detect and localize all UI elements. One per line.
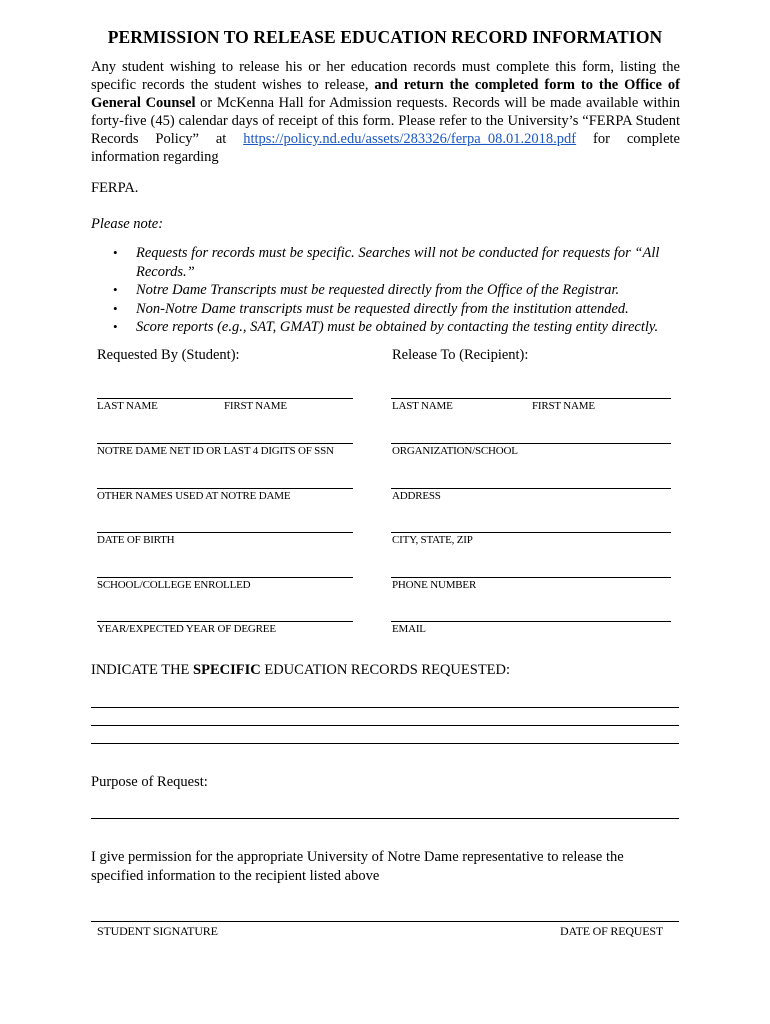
notes-list	[91, 244, 691, 337]
address-field[interactable]	[391, 488, 671, 489]
purpose-label: Purpose of Request:	[91, 774, 208, 790]
other-names-label: OTHER NAMES USED AT NOTRE DAME	[97, 490, 291, 502]
note-item: • Score reports (e.g., SAT, GMAT) must be obtained by contacting the testing entity directly.	[91, 318, 691, 337]
records-line-1[interactable]	[91, 707, 679, 708]
recipient-heading: Release To (Recipient):	[392, 347, 529, 363]
recipient-first-name-label: FIRST NAME	[532, 400, 595, 412]
records-line-3[interactable]	[91, 743, 679, 744]
student-heading: Requested By (Student):	[97, 347, 240, 363]
signature-label: STUDENT SIGNATURE	[97, 924, 218, 938]
degree-year-label: YEAR/EXPECTED YEAR OF DEGREE	[97, 623, 276, 635]
degree-year-field[interactable]	[97, 621, 353, 622]
phone-field[interactable]	[391, 577, 671, 578]
date-of-birth-label: DATE OF BIRTH	[97, 534, 175, 546]
consent-statement: I give permission for the appropriate University of Notre Dame representative to release the specified information to the recipient listed above	[91, 849, 624, 884]
student-id-label: NOTRE DAME NET ID OR LAST 4 DIGITS OF SSN	[97, 445, 334, 457]
address-label: ADDRESS	[392, 490, 441, 502]
school-enrolled-label: SCHOOL/COLLEGE ENROLLED	[97, 579, 251, 591]
signature-line[interactable]	[91, 921, 679, 922]
intro-paragraph: Any student wishing to release his or her education records must complete this form, listing the specific records the student wishes to release, and return the completed form to the Office of General Counsel or McKenna Hall for Admission requests. Records will be made available within forty-five (45) calendar days of receipt of this form. Please refer to the University’s “FERPA Student Records Policy” at https://policy.nd.edu/assets/283326/ferpa_08.01.2018.pdf for complete information regarding	[91, 59, 680, 165]
note-item: • Requests for records must be specific. Searches will not be conducted for requests for “All Records.”	[91, 244, 691, 281]
school-enrolled-field[interactable]	[97, 577, 353, 578]
form-title: PERMISSION TO RELEASE EDUCATION RECORD INFORMATION	[107, 27, 663, 47]
city-state-zip-field[interactable]	[391, 532, 671, 533]
recipient-name-field[interactable]	[391, 398, 671, 399]
intro-bold-instruction: and return the completed form to the Office of General Counsel	[91, 77, 680, 111]
city-state-zip-label: CITY, STATE, ZIP	[392, 534, 473, 546]
ferpa-policy-link[interactable]: https://policy.nd.edu/assets/283326/ferpa_08.01.2018.pdf	[243, 131, 577, 147]
records-heading: INDICATE THE SPECIFIC EDUCATION RECORDS REQUESTED:	[91, 662, 511, 678]
date-of-birth-field[interactable]	[97, 532, 353, 533]
note-item: • Non-Notre Dame transcripts must be requested directly from the institution attended.	[91, 300, 691, 319]
email-field[interactable]	[391, 621, 671, 622]
note-heading: Please note:	[91, 216, 164, 232]
records-line-2[interactable]	[91, 725, 679, 726]
organization-field[interactable]	[391, 443, 671, 444]
note-item: • Notre Dame Transcripts must be requested directly from the Office of the Registrar.	[91, 281, 691, 300]
student-first-name-label: FIRST NAME	[224, 400, 287, 412]
ferpa-text: FERPA.	[91, 180, 139, 196]
student-id-field[interactable]	[97, 443, 353, 444]
phone-label: PHONE NUMBER	[392, 579, 477, 591]
other-names-field[interactable]	[97, 488, 353, 489]
student-name-field[interactable]	[97, 398, 353, 399]
organization-label: ORGANIZATION/SCHOOL	[392, 445, 518, 457]
student-last-name-label: LAST NAME	[97, 400, 158, 412]
date-of-request-label: DATE OF REQUEST	[560, 924, 664, 938]
email-label: EMAIL	[392, 623, 426, 635]
recipient-last-name-label: LAST NAME	[392, 400, 453, 412]
purpose-field[interactable]	[91, 818, 679, 819]
